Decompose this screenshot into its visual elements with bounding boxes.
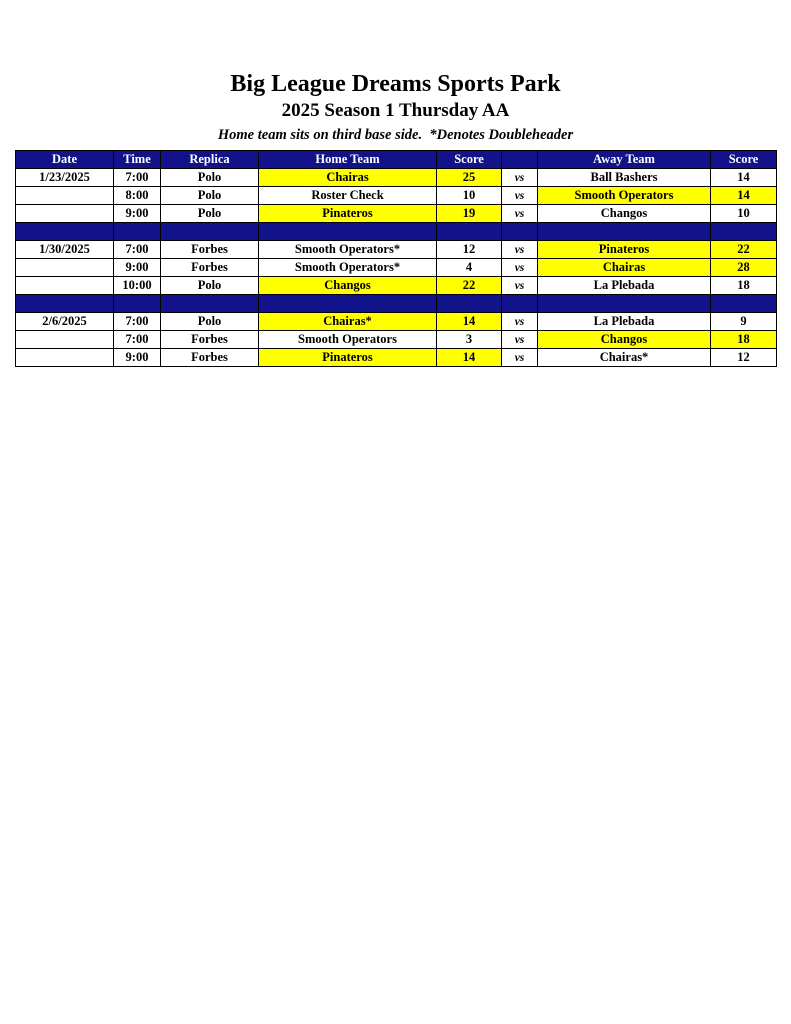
- page-subtitle: 2025 Season 1 Thursday AA: [281, 100, 510, 121]
- away-team-cell: Changos: [538, 205, 711, 223]
- column-header-time: Time: [114, 151, 161, 169]
- away-score-cell: 18: [711, 331, 777, 349]
- game-row: [16, 205, 777, 223]
- date-cell: 1/30/2025: [16, 241, 114, 259]
- date-cell: [16, 259, 114, 277]
- column-header-away-team: Away Team: [538, 151, 711, 169]
- game-row: [16, 187, 777, 205]
- vs-cell: vs: [502, 205, 538, 223]
- replica-cell: Polo: [161, 277, 259, 295]
- home-team-cell: Pinateros: [259, 205, 437, 223]
- home-team-cell: Smooth Operators*: [259, 241, 437, 259]
- column-header-home-team: Home Team: [259, 151, 437, 169]
- away-team-cell: Ball Bashers: [538, 169, 711, 187]
- column-header-date: Date: [16, 151, 114, 169]
- home-score-cell: 25: [437, 169, 502, 187]
- vs-cell: vs: [502, 241, 538, 259]
- home-score-cell: 3: [437, 331, 502, 349]
- game-row: [16, 241, 777, 259]
- home-team-cell: Changos: [259, 277, 437, 295]
- vs-cell: vs: [502, 349, 538, 367]
- game-row: [16, 331, 777, 349]
- away-score-cell: 10: [711, 205, 777, 223]
- time-cell: 8:00: [114, 187, 161, 205]
- replica-cell: Polo: [161, 187, 259, 205]
- replica-cell: Forbes: [161, 331, 259, 349]
- vs-cell: vs: [502, 169, 538, 187]
- time-cell: 10:00: [114, 277, 161, 295]
- home-team-cell: Chairas*: [259, 313, 437, 331]
- time-cell: 7:00: [114, 331, 161, 349]
- separator-cell: [114, 223, 161, 241]
- home-team-cell: Smooth Operators: [259, 331, 437, 349]
- away-team-cell: Chairas: [538, 259, 711, 277]
- replica-cell: Forbes: [161, 349, 259, 367]
- separator-cell: [711, 223, 777, 241]
- time-cell: 9:00: [114, 259, 161, 277]
- away-team-cell: Smooth Operators: [538, 187, 711, 205]
- separator-cell: [711, 295, 777, 313]
- away-score-cell: 9: [711, 313, 777, 331]
- away-team-cell: Changos: [538, 331, 711, 349]
- column-header-home-score: Score: [437, 151, 502, 169]
- date-cell: [16, 331, 114, 349]
- away-score-cell: 12: [711, 349, 777, 367]
- separator-cell: [114, 295, 161, 313]
- date-cell: 2/6/2025: [16, 313, 114, 331]
- header-row: [16, 151, 777, 169]
- home-score-cell: 10: [437, 187, 502, 205]
- time-cell: 9:00: [114, 349, 161, 367]
- separator-cell: [16, 223, 114, 241]
- away-score-cell: 14: [711, 169, 777, 187]
- column-header-replica: Replica: [161, 151, 259, 169]
- separator-cell: [502, 223, 538, 241]
- game-row: [16, 277, 777, 295]
- time-cell: 7:00: [114, 313, 161, 331]
- separator-cell: [259, 223, 437, 241]
- away-score-cell: 22: [711, 241, 777, 259]
- home-team-cell: Chairas: [259, 169, 437, 187]
- separator-cell: [161, 295, 259, 313]
- away-team-cell: La Plebada: [538, 313, 711, 331]
- separator-cell: [259, 295, 437, 313]
- replica-cell: Polo: [161, 313, 259, 331]
- home-score-cell: 14: [437, 349, 502, 367]
- time-cell: 7:00: [114, 169, 161, 187]
- game-row: [16, 313, 777, 331]
- date-cell: [16, 187, 114, 205]
- date-cell: [16, 205, 114, 223]
- date-cell: [16, 277, 114, 295]
- separator-cell: [16, 295, 114, 313]
- home-score-cell: 4: [437, 259, 502, 277]
- vs-cell: vs: [502, 259, 538, 277]
- column-header-away-score: Score: [711, 151, 777, 169]
- home-team-cell: Pinateros: [259, 349, 437, 367]
- separator-cell: [161, 223, 259, 241]
- time-cell: 9:00: [114, 205, 161, 223]
- replica-cell: Polo: [161, 169, 259, 187]
- separator-cell: [502, 295, 538, 313]
- away-team-cell: Chairas*: [538, 349, 711, 367]
- home-score-cell: 22: [437, 277, 502, 295]
- away-team-cell: La Plebada: [538, 277, 711, 295]
- away-score-cell: 28: [711, 259, 777, 277]
- separator-cell: [437, 295, 502, 313]
- home-score-cell: 14: [437, 313, 502, 331]
- replica-cell: Polo: [161, 205, 259, 223]
- page-title: Big League Dreams Sports Park: [230, 71, 561, 97]
- replica-cell: Forbes: [161, 241, 259, 259]
- schedule-table-body: [16, 169, 777, 367]
- date-cell: [16, 349, 114, 367]
- schedule-note: Home team sits on third base side. *Denotes Doubleheader: [217, 127, 574, 143]
- separator-row: [16, 223, 777, 241]
- home-score-cell: 12: [437, 241, 502, 259]
- home-team-cell: Roster Check: [259, 187, 437, 205]
- time-cell: 7:00: [114, 241, 161, 259]
- date-cell: 1/23/2025: [16, 169, 114, 187]
- schedule-table: [15, 150, 777, 367]
- home-score-cell: 19: [437, 205, 502, 223]
- separator-cell: [437, 223, 502, 241]
- vs-cell: vs: [502, 313, 538, 331]
- game-row: [16, 169, 777, 187]
- game-row: [16, 259, 777, 277]
- vs-cell: vs: [502, 187, 538, 205]
- vs-cell: vs: [502, 277, 538, 295]
- home-team-cell: Smooth Operators*: [259, 259, 437, 277]
- column-header-vs: [502, 151, 538, 169]
- replica-cell: Forbes: [161, 259, 259, 277]
- away-team-cell: Pinateros: [538, 241, 711, 259]
- separator-cell: [538, 223, 711, 241]
- separator-cell: [538, 295, 711, 313]
- away-score-cell: 18: [711, 277, 777, 295]
- vs-cell: vs: [502, 331, 538, 349]
- game-row: [16, 349, 777, 367]
- separator-row: [16, 295, 777, 313]
- away-score-cell: 14: [711, 187, 777, 205]
- schedule-table-header: [16, 151, 777, 169]
